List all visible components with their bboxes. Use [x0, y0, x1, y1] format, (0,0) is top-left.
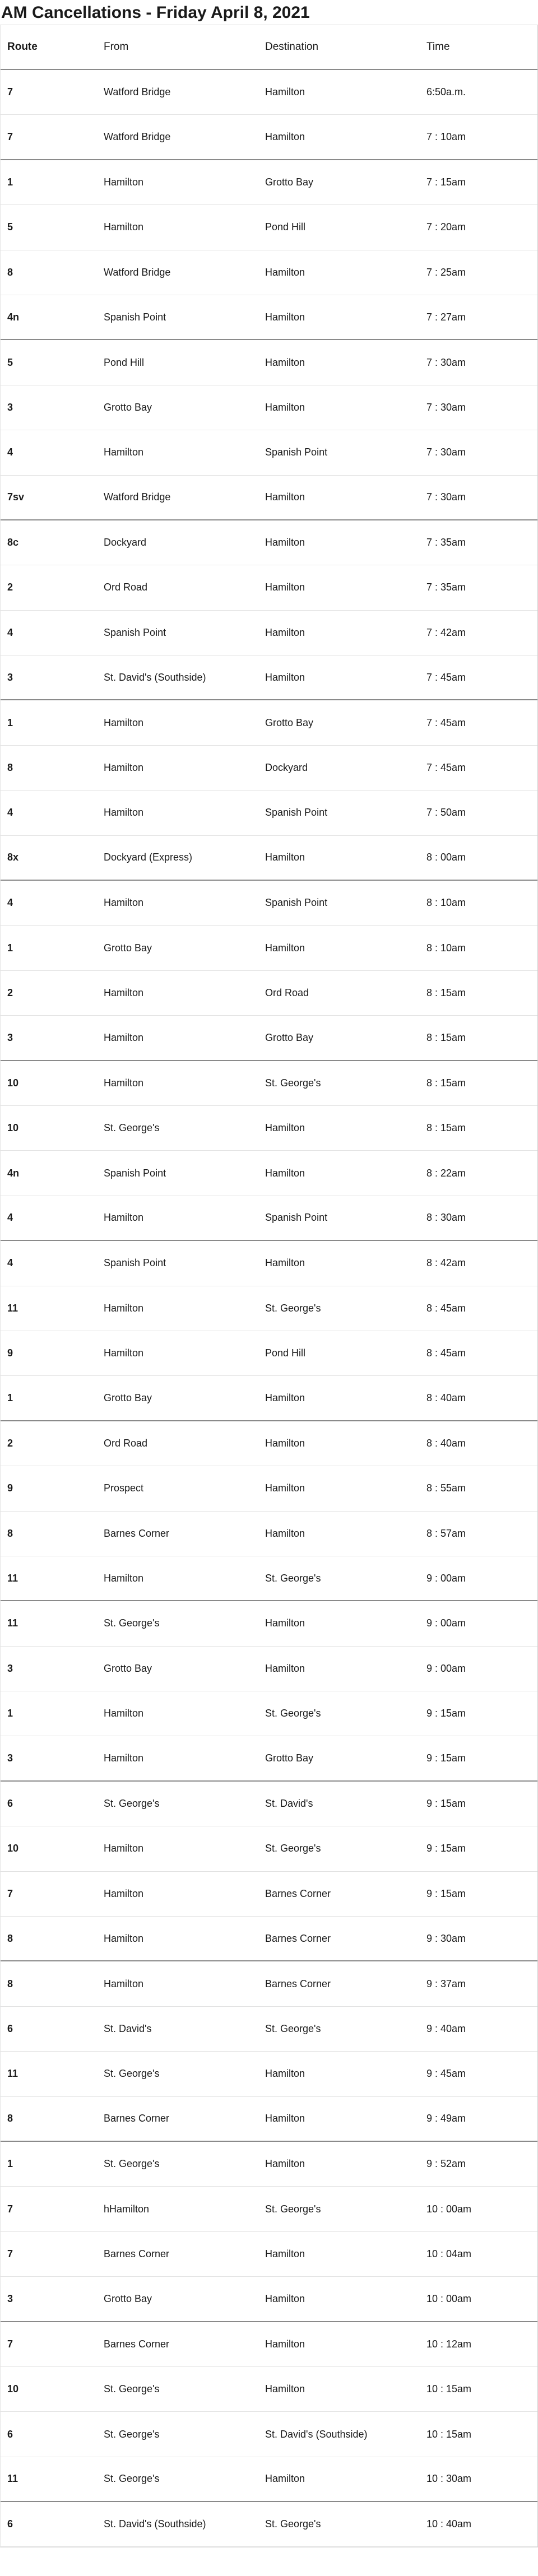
destination-cell: Hamilton: [265, 537, 305, 548]
table-row: [1, 2457, 537, 2502]
route-cell: 1: [7, 717, 13, 728]
column-header-from: From: [104, 41, 129, 53]
time-cell: 7 : 45am: [426, 671, 466, 683]
destination-cell: Pond Hill: [265, 221, 306, 233]
route-cell: 10: [7, 1077, 19, 1089]
from-cell: Hamilton: [104, 762, 144, 774]
time-cell: 9 : 00am: [426, 1617, 466, 1629]
table-row: [1, 2502, 537, 2547]
from-cell: Dockyard: [104, 537, 147, 548]
table-row: [1, 340, 537, 385]
column-header-route: Route: [7, 41, 38, 53]
destination-cell: Hamilton: [265, 1662, 305, 1674]
destination-cell: St. George's: [265, 2203, 321, 2215]
route-cell: 11: [7, 1617, 18, 1629]
time-cell: 9 : 45am: [426, 2068, 466, 2080]
route-cell: 4: [7, 1257, 13, 1269]
from-cell: Hamilton: [104, 897, 144, 909]
time-cell: 8 : 40am: [426, 1437, 466, 1449]
time-cell: 10 : 00am: [426, 2203, 472, 2215]
destination-cell: Hamilton: [265, 1392, 305, 1404]
time-cell: 9 : 49am: [426, 2113, 466, 2124]
time-cell: 8 : 00am: [426, 852, 466, 863]
destination-cell: Hamilton: [265, 2158, 305, 2170]
from-cell: Hamilton: [104, 717, 144, 728]
route-cell: 11: [7, 2473, 18, 2485]
route-cell: 7: [7, 2203, 13, 2215]
from-cell: Barnes Corner: [104, 2113, 170, 2124]
table-row: [1, 70, 537, 115]
from-cell: Hamilton: [104, 1347, 144, 1359]
route-cell: 5: [7, 356, 13, 368]
table-row: [1, 2367, 537, 2412]
from-cell: Hamilton: [104, 1031, 144, 1043]
from-cell: Pond Hill: [104, 356, 145, 368]
table-row: [1, 2322, 537, 2367]
time-cell: 10 : 12am: [426, 2338, 472, 2350]
from-cell: St. George's: [104, 2158, 160, 2170]
from-cell: Hamilton: [104, 1752, 144, 1764]
destination-cell: Spanish Point: [265, 447, 328, 458]
time-cell: 7 : 30am: [426, 356, 466, 368]
route-cell: 1: [7, 176, 13, 188]
destination-cell: Hamilton: [265, 2113, 305, 2124]
route-cell: 7: [7, 86, 13, 98]
destination-cell: St. George's: [265, 1302, 321, 1314]
table-row: [1, 1917, 537, 1961]
route-cell: 4: [7, 626, 13, 638]
route-cell: 2: [7, 987, 13, 998]
destination-cell: Hamilton: [265, 311, 305, 323]
destination-cell: Hamilton: [265, 1257, 305, 1269]
time-cell: 8 : 42am: [426, 1257, 466, 1269]
from-cell: St. George's: [104, 2428, 160, 2440]
destination-cell: Hamilton: [265, 2293, 305, 2304]
table-row: [1, 971, 537, 1016]
time-cell: 10 : 40am: [426, 2518, 472, 2530]
table-row: [1, 160, 537, 205]
route-cell: 10: [7, 2383, 19, 2395]
from-cell: Hamilton: [104, 176, 144, 188]
time-cell: 10 : 15am: [426, 2428, 472, 2440]
route-cell: 3: [7, 1662, 13, 1674]
destination-cell: Hamilton: [265, 2338, 305, 2350]
destination-cell: Hamilton: [265, 86, 305, 98]
from-cell: Grotto Bay: [104, 942, 152, 954]
time-cell: 7 : 50am: [426, 807, 466, 819]
route-cell: 1: [7, 942, 13, 954]
table-row: [1, 1512, 537, 1556]
route-cell: 11: [7, 2068, 18, 2080]
time-cell: 9 : 15am: [426, 1843, 466, 1854]
destination-cell: Grotto Bay: [265, 717, 314, 728]
route-cell: 8: [7, 762, 13, 774]
from-cell: Hamilton: [104, 1932, 144, 1944]
destination-cell: Hamilton: [265, 1437, 305, 1449]
from-cell: Watford Bridge: [104, 266, 171, 278]
route-cell: 8x: [7, 852, 19, 863]
table-row: [1, 1466, 537, 1511]
table-row: [1, 1196, 537, 1241]
time-cell: 7 : 35am: [426, 582, 466, 593]
table-row: [1, 881, 537, 926]
destination-cell: Hamilton: [265, 1617, 305, 1629]
route-cell: 4: [7, 1212, 13, 1224]
from-cell: Ord Road: [104, 582, 148, 593]
route-cell: 8: [7, 1932, 13, 1944]
route-cell: 1: [7, 2158, 13, 2170]
from-cell: Prospect: [104, 1482, 144, 1494]
column-header-destination: Destination: [265, 41, 319, 53]
destination-cell: Spanish Point: [265, 1212, 328, 1224]
table-header-row: [1, 25, 537, 70]
route-cell: 2: [7, 582, 13, 593]
destination-cell: Hamilton: [265, 1122, 305, 1134]
destination-cell: Pond Hill: [265, 1347, 306, 1359]
destination-cell: St. George's: [265, 2022, 321, 2034]
table-row: [1, 2142, 537, 2187]
destination-cell: St. George's: [265, 1843, 321, 1854]
time-cell: 7 : 25am: [426, 266, 466, 278]
route-cell: 4n: [7, 311, 20, 323]
from-cell: Hamilton: [104, 1978, 144, 1989]
destination-cell: Hamilton: [265, 2473, 305, 2485]
table-row: [1, 1061, 537, 1106]
page-title: AM Cancellations - Friday April 8, 2021: [1, 3, 310, 22]
table-row: [1, 611, 537, 655]
from-cell: St. George's: [104, 2473, 160, 2485]
from-cell: Hamilton: [104, 987, 144, 998]
destination-cell: Hamilton: [265, 2383, 305, 2395]
time-cell: 9 : 00am: [426, 1572, 466, 1584]
table-row: [1, 1782, 537, 1826]
from-cell: Spanish Point: [104, 1257, 166, 1269]
time-cell: 8 : 45am: [426, 1347, 466, 1359]
table-row: [1, 1872, 537, 1917]
destination-cell: Hamilton: [265, 266, 305, 278]
table-row: [1, 2277, 537, 2322]
route-cell: 4n: [7, 1167, 20, 1179]
from-cell: St. George's: [104, 1798, 160, 1810]
route-cell: 11: [7, 1572, 18, 1584]
destination-cell: Ord Road: [265, 987, 309, 998]
destination-cell: Hamilton: [265, 356, 305, 368]
from-cell: Watford Bridge: [104, 491, 171, 503]
table-row: [1, 115, 537, 160]
destination-cell: Spanish Point: [265, 897, 328, 909]
destination-cell: St. George's: [265, 1708, 321, 1719]
route-cell: 8c: [7, 537, 19, 548]
time-cell: 8 : 30am: [426, 1212, 466, 1224]
time-cell: 9 : 15am: [426, 1708, 466, 1719]
from-cell: Barnes Corner: [104, 2338, 170, 2350]
time-cell: 7 : 20am: [426, 221, 466, 233]
table-row: [1, 205, 537, 250]
destination-cell: Barnes Corner: [265, 1932, 331, 1944]
route-cell: 2: [7, 1437, 13, 1449]
time-cell: 10 : 15am: [426, 2383, 472, 2395]
from-cell: St. George's: [104, 2383, 160, 2395]
from-cell: Hamilton: [104, 1843, 144, 1854]
route-cell: 4: [7, 447, 13, 458]
destination-cell: Grotto Bay: [265, 1031, 314, 1043]
table-row: [1, 1421, 537, 1466]
from-cell: St. George's: [104, 2068, 160, 2080]
route-cell: 7: [7, 1887, 13, 1899]
destination-cell: St. George's: [265, 1572, 321, 1584]
route-cell: 1: [7, 1392, 13, 1404]
route-cell: 3: [7, 401, 13, 413]
from-cell: St. George's: [104, 1122, 160, 1134]
time-cell: 9 : 15am: [426, 1752, 466, 1764]
route-cell: 10: [7, 1122, 19, 1134]
destination-cell: St. David's (Southside): [265, 2428, 368, 2440]
from-cell: Dockyard (Express): [104, 852, 193, 863]
route-cell: 6: [7, 2428, 13, 2440]
from-cell: Hamilton: [104, 1708, 144, 1719]
table-row: [1, 836, 537, 881]
time-cell: 8 : 15am: [426, 1122, 466, 1134]
time-cell: 10 : 00am: [426, 2293, 472, 2304]
table-row: [1, 1826, 537, 1871]
time-cell: 9 : 30am: [426, 1932, 466, 1944]
from-cell: Hamilton: [104, 1212, 144, 1224]
destination-cell: Hamilton: [265, 852, 305, 863]
route-cell: 6: [7, 2022, 13, 2034]
destination-cell: St. George's: [265, 1077, 321, 1089]
table-row: [1, 520, 537, 565]
from-cell: Barnes Corner: [104, 2248, 170, 2259]
table-row: [1, 1241, 537, 1286]
destination-cell: Hamilton: [265, 2068, 305, 2080]
from-cell: St. David's (Southside): [104, 2518, 206, 2530]
from-cell: Hamilton: [104, 1302, 144, 1314]
route-cell: 4: [7, 807, 13, 819]
time-cell: 10 : 30am: [426, 2473, 472, 2485]
destination-cell: Hamilton: [265, 1527, 305, 1539]
time-cell: 7 : 27am: [426, 311, 466, 323]
table-row: [1, 655, 537, 700]
from-cell: Spanish Point: [104, 1167, 166, 1179]
time-cell: 7 : 30am: [426, 447, 466, 458]
route-cell: 11: [7, 1302, 18, 1314]
destination-cell: Grotto Bay: [265, 1752, 314, 1764]
table-row: [1, 1736, 537, 1781]
table-body: [1, 70, 537, 2547]
route-cell: 8: [7, 1527, 13, 1539]
destination-cell: Hamilton: [265, 671, 305, 683]
time-cell: 9 : 15am: [426, 1887, 466, 1899]
route-cell: 3: [7, 671, 13, 683]
table-row: [1, 1016, 537, 1061]
table-row: [1, 1151, 537, 1196]
time-cell: 9 : 00am: [426, 1662, 466, 1674]
time-cell: 7 : 35am: [426, 537, 466, 548]
route-cell: 7: [7, 2248, 13, 2259]
destination-cell: Hamilton: [265, 1482, 305, 1494]
route-cell: 7sv: [7, 491, 25, 503]
from-cell: Ord Road: [104, 1437, 148, 1449]
table-row: [1, 1691, 537, 1736]
from-cell: Barnes Corner: [104, 1527, 170, 1539]
from-cell: St. George's: [104, 1617, 160, 1629]
time-cell: 8 : 15am: [426, 1077, 466, 1089]
table-row: [1, 1286, 537, 1331]
from-cell: Grotto Bay: [104, 1662, 152, 1674]
time-cell: 7 : 30am: [426, 401, 466, 413]
table-row: [1, 565, 537, 610]
route-cell: 6: [7, 1798, 13, 1810]
from-cell: Hamilton: [104, 807, 144, 819]
from-cell: Spanish Point: [104, 626, 166, 638]
table-row: [1, 295, 537, 340]
table-row: [1, 476, 537, 520]
time-cell: 8 : 22am: [426, 1167, 466, 1179]
route-cell: 6: [7, 2518, 13, 2530]
destination-cell: Hamilton: [265, 582, 305, 593]
time-cell: 9 : 40am: [426, 2022, 466, 2034]
time-cell: 9 : 15am: [426, 1798, 466, 1810]
table-row: [1, 250, 537, 295]
column-header-time: Time: [426, 41, 450, 53]
time-cell: 8 : 15am: [426, 1031, 466, 1043]
destination-cell: Barnes Corner: [265, 1887, 331, 1899]
table-row: [1, 1106, 537, 1151]
from-cell: hHamilton: [104, 2203, 150, 2215]
route-cell: 4: [7, 897, 13, 909]
time-cell: 8 : 45am: [426, 1302, 466, 1314]
time-cell: 6:50a.m.: [426, 86, 466, 98]
time-cell: 7 : 42am: [426, 626, 466, 638]
table-row: [1, 385, 537, 430]
time-cell: 7 : 30am: [426, 491, 466, 503]
from-cell: Hamilton: [104, 1077, 144, 1089]
from-cell: Watford Bridge: [104, 86, 171, 98]
route-cell: 7: [7, 131, 13, 143]
route-cell: 9: [7, 1482, 13, 1494]
table-row: [1, 2097, 537, 2142]
destination-cell: Hamilton: [265, 401, 305, 413]
from-cell: Grotto Bay: [104, 401, 152, 413]
route-cell: 7: [7, 2338, 13, 2350]
from-cell: Watford Bridge: [104, 131, 171, 143]
cancellations-table: [0, 25, 538, 2547]
time-cell: 8 : 10am: [426, 897, 466, 909]
destination-cell: Hamilton: [265, 131, 305, 143]
from-cell: Hamilton: [104, 447, 144, 458]
from-cell: St. David's (Southside): [104, 671, 206, 683]
from-cell: Spanish Point: [104, 311, 166, 323]
from-cell: Hamilton: [104, 221, 144, 233]
table-row: [1, 1961, 537, 2006]
table-row: [1, 926, 537, 970]
time-cell: 10 : 04am: [426, 2248, 472, 2259]
destination-cell: Hamilton: [265, 942, 305, 954]
route-cell: 3: [7, 2293, 13, 2304]
destination-cell: Hamilton: [265, 491, 305, 503]
route-cell: 9: [7, 1347, 13, 1359]
time-cell: 7 : 45am: [426, 762, 466, 774]
route-cell: 3: [7, 1752, 13, 1764]
time-cell: 8 : 55am: [426, 1482, 466, 1494]
table-row: [1, 2232, 537, 2277]
route-cell: 3: [7, 1031, 13, 1043]
time-cell: 9 : 37am: [426, 1978, 466, 1989]
from-cell: Grotto Bay: [104, 1392, 152, 1404]
destination-cell: St. George's: [265, 2518, 321, 2530]
time-cell: 8 : 40am: [426, 1392, 466, 1404]
table-row: [1, 2412, 537, 2457]
route-cell: 8: [7, 1978, 13, 1989]
destination-cell: Barnes Corner: [265, 1978, 331, 1989]
time-cell: 7 : 15am: [426, 176, 466, 188]
from-cell: Hamilton: [104, 1572, 144, 1584]
route-cell: 8: [7, 2113, 13, 2124]
time-cell: 8 : 15am: [426, 987, 466, 998]
table-row: [1, 2052, 537, 2096]
route-cell: 8: [7, 266, 13, 278]
from-cell: St. David's: [104, 2022, 152, 2034]
from-cell: Hamilton: [104, 1887, 144, 1899]
table-row: [1, 1376, 537, 1421]
destination-cell: Grotto Bay: [265, 176, 314, 188]
time-cell: 8 : 10am: [426, 942, 466, 954]
destination-cell: St. David's: [265, 1798, 313, 1810]
table-row: [1, 2187, 537, 2231]
table-row: [1, 430, 537, 475]
table-row: [1, 2007, 537, 2052]
table-row: [1, 791, 537, 835]
table-row: [1, 1331, 537, 1376]
destination-cell: Spanish Point: [265, 807, 328, 819]
time-cell: 9 : 52am: [426, 2158, 466, 2170]
table-row: [1, 1601, 537, 1646]
table-row: [1, 1647, 537, 1691]
table-row: [1, 700, 537, 745]
destination-cell: Hamilton: [265, 1167, 305, 1179]
destination-cell: Hamilton: [265, 2248, 305, 2259]
destination-cell: Hamilton: [265, 626, 305, 638]
table-row: [1, 746, 537, 791]
table-row: [1, 1556, 537, 1601]
time-cell: 7 : 10am: [426, 131, 466, 143]
time-cell: 7 : 45am: [426, 717, 466, 728]
route-cell: 5: [7, 221, 13, 233]
time-cell: 8 : 57am: [426, 1527, 466, 1539]
route-cell: 1: [7, 1708, 13, 1719]
destination-cell: Dockyard: [265, 762, 308, 774]
route-cell: 10: [7, 1843, 19, 1854]
from-cell: Grotto Bay: [104, 2293, 152, 2304]
